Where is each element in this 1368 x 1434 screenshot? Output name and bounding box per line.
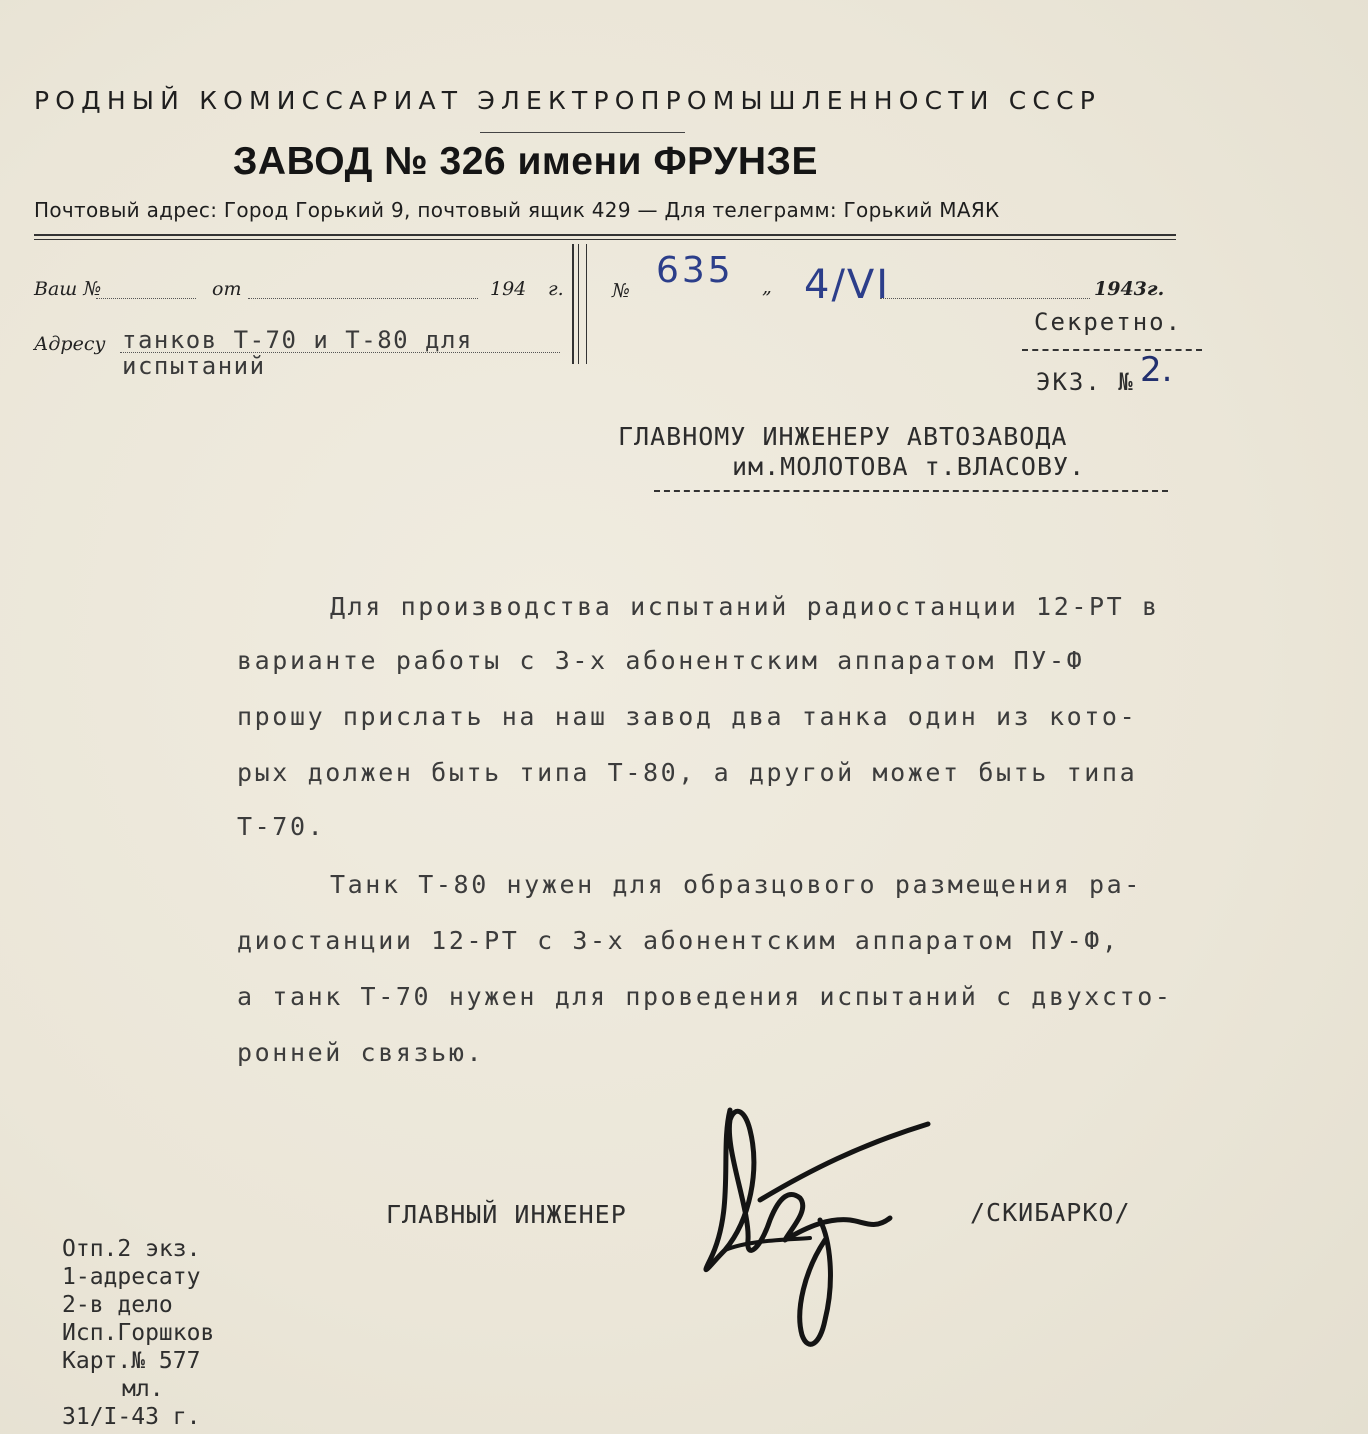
signatory-name: /СКИБАРКО/ xyxy=(970,1198,1131,1227)
letterhead-rule-thin xyxy=(34,239,1176,240)
footer-note-line-5: Карт.№ 577 xyxy=(62,1348,201,1374)
from-label: от xyxy=(212,278,242,300)
classification-label: Секретно. xyxy=(1034,308,1183,336)
body-line-4: рых должен быть типа Т-80, а другой может быть типа xyxy=(237,758,1138,787)
body-line-9: ронней связью. xyxy=(237,1038,485,1067)
footer-note-line-3: 2-в дело xyxy=(62,1292,173,1318)
heading-underline xyxy=(480,132,685,133)
year-suffix-left: г. xyxy=(548,278,564,300)
body-line-7: диостанции 12-РТ с 3-х абонентским аппаратом ПУ-Ф, xyxy=(237,926,1120,955)
divider-line-3 xyxy=(586,244,587,364)
divider-line-2 xyxy=(578,244,579,364)
number-label: № xyxy=(612,280,630,302)
body-line-3: прошу прислать на наш завод два танка один из кото- xyxy=(237,702,1138,731)
postal-address: Почтовый адрес: Город Горький 9, почтовый ящик 429 — Для телеграмм: Горький МАЯК xyxy=(34,198,1000,222)
from-date-line xyxy=(248,298,478,299)
recipient-line-2: им.МОЛОТОВА т.ВЛАСОВУ. xyxy=(732,452,1086,481)
classification-dash xyxy=(1022,349,1202,351)
body-line-1: Для производства испытаний радиостанции 12-РТ в xyxy=(330,592,1160,621)
footer-note-line-6: мл. xyxy=(122,1376,164,1402)
letterhead-rule xyxy=(34,234,1176,236)
factory-name: ЗАВОД № 326 имени ФРУНЗЕ xyxy=(233,140,818,183)
date-separator: „ xyxy=(762,276,772,298)
subject-line-1: танков Т-70 и Т-80 для xyxy=(122,326,473,354)
outgoing-number: 635 xyxy=(656,250,734,291)
footer-note-line-2: 1-адресату xyxy=(62,1264,201,1290)
copy-label: ЭКЗ. № xyxy=(1036,368,1135,396)
divider-line-1 xyxy=(572,244,574,364)
handwritten-signature xyxy=(690,1090,940,1360)
year-right: 1943г. xyxy=(1094,278,1165,300)
footer-note-line-1: Отп.2 экз. xyxy=(62,1236,201,1262)
body-line-6: Танк Т-80 нужен для образцового размещения ра- xyxy=(330,870,1142,899)
outgoing-date: 4/VI xyxy=(804,262,891,308)
your-number-label: Ваш № xyxy=(34,278,102,300)
signatory-title: ГЛАВНЫЙ ИНЖЕНЕР xyxy=(386,1200,627,1229)
recipient-line-1: ГЛАВНОМУ ИНЖЕНЕРУ АВТОЗАВОДА xyxy=(618,422,1068,451)
recipient-underline xyxy=(654,490,1168,492)
body-line-2: варианте работы с 3-х абонентским аппаратом ПУ-Ф xyxy=(237,646,1085,675)
subject-line-2: испытаний xyxy=(122,352,266,380)
ministry-heading: РОДНЫЙ КОМИССАРИАТ ЭЛЕКТРОПРОМЫШЛЕННОСТИ СССР xyxy=(34,86,1102,115)
subject-label: Адресу xyxy=(34,333,106,355)
copy-number: 2. xyxy=(1140,350,1173,390)
footer-note-line-7: 31/I-43 г. xyxy=(62,1404,201,1430)
your-number-line xyxy=(96,298,196,299)
body-line-8: а танк Т-70 нужен для проведения испытаний с двухсто- xyxy=(237,982,1173,1011)
year-printed-left: 194 xyxy=(490,278,527,300)
footer-note-line-4: Исп.Горшков xyxy=(62,1320,215,1346)
date-dotline xyxy=(880,298,1090,299)
body-line-5: Т-70. xyxy=(237,812,326,841)
